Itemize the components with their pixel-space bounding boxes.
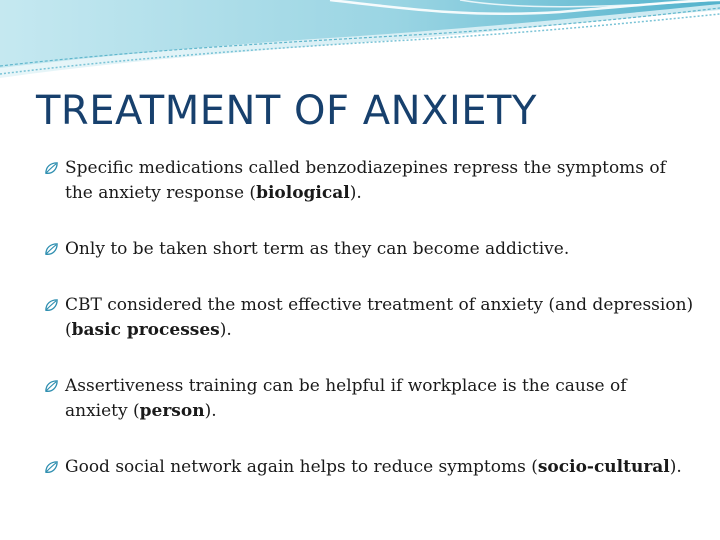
leaf-bullet-icon [44, 298, 59, 313]
bullet-text-segment: Good social network again helps to reduce symptoms ( [65, 457, 538, 477]
leaf-bullet-icon [44, 460, 59, 475]
bullet-text-segment: Specific medications called benzodiazepines repress the symptoms of the anxiety response ( [65, 158, 666, 203]
bullet-keyword: basic processes [71, 320, 220, 340]
leaf-bullet-icon [44, 161, 59, 176]
bullet-item [44, 374, 694, 424]
header-wave-decoration [0, 0, 720, 90]
bullet-keyword: person [139, 401, 205, 421]
leaf-bullet-icon [44, 242, 59, 257]
bullet-text-segment: ). [349, 183, 362, 203]
leaf-bullet-icon [44, 379, 59, 394]
bullet-text [65, 239, 569, 259]
bullet-text-segment: ). [219, 320, 232, 340]
bullet-text-segment: Only to be taken short term as they can become addictive. [65, 239, 570, 259]
bullet-item [44, 237, 694, 262]
bullet-keyword: socio-cultural [537, 457, 670, 477]
bullet-keyword: biological [256, 183, 350, 203]
bullet-item [44, 156, 694, 206]
bullet-text [65, 295, 693, 340]
bullet-text [65, 376, 627, 421]
bullet-text-segment: ). [669, 457, 682, 477]
slide-title: TREATMENT OF ANXIETY [36, 88, 537, 134]
bullet-text-segment: ). [204, 401, 217, 421]
bullet-list [44, 156, 694, 480]
bullet-text [65, 457, 682, 477]
bullet-text-segment: Assertiveness training can be helpful if workplace is the cause of anxiety ( [65, 376, 627, 421]
bullet-text [65, 158, 666, 203]
bullet-item [44, 455, 694, 480]
bullet-item [44, 293, 694, 343]
bullet-text-segment: CBT considered the most effective treatment of anxiety (and depression) ( [65, 295, 694, 340]
